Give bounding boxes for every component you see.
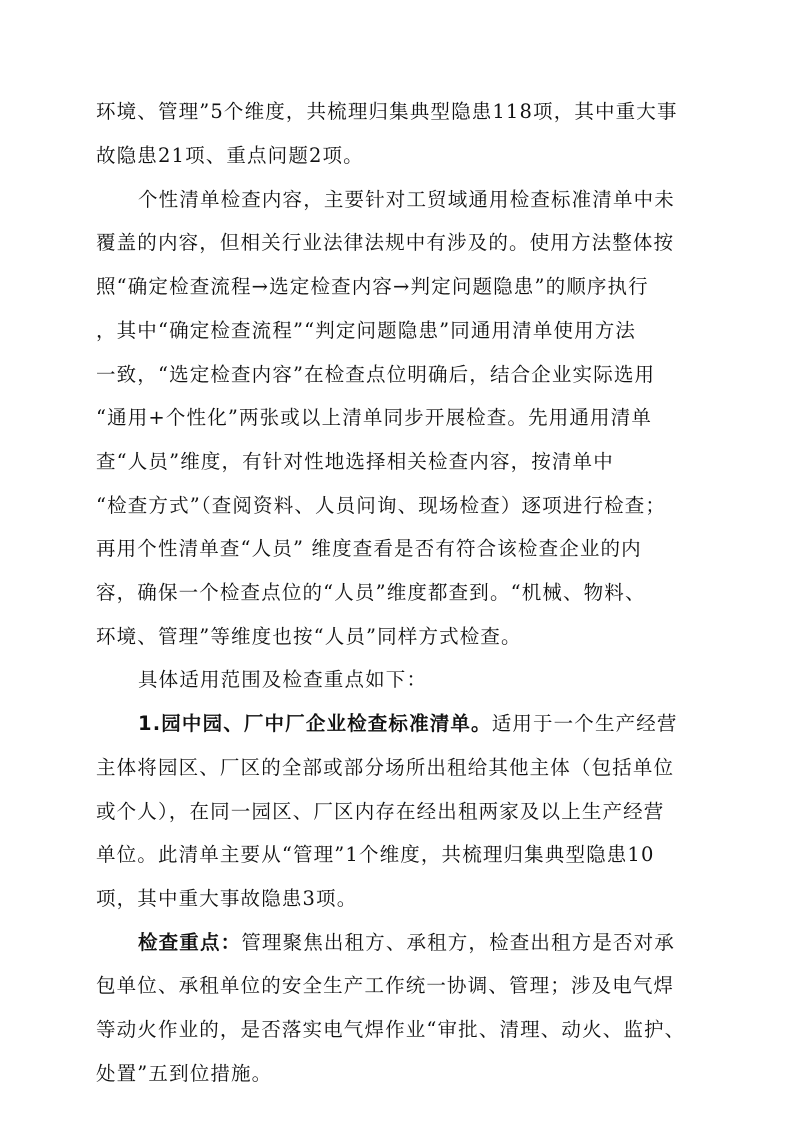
body-line-12: 容，确保一个检查点位的“人员”维度都查到。“机械、物料、 xyxy=(96,581,646,604)
body-line-14: 具体适用范围及检查重点如下： xyxy=(138,668,428,691)
body-line-18: 单位。此清单主要从“管理”1个维度，共梳理归集典型隐患10 xyxy=(96,843,655,866)
section-heading-1: 1.园中园、厂中厂企业检查标准清单。 xyxy=(138,712,492,735)
body-line-11: 再用个性清单查“人员” 维度查看是否有符合该检查企业的内 xyxy=(96,537,642,560)
body-line-16: 主体将园区、厂区的全部或部分场所出租给其他主体（包括单位 xyxy=(96,756,675,779)
body-line-3: 个性清单检查内容，主要针对工贸域通用检查标准清单中未 xyxy=(138,188,675,211)
body-line-20 xyxy=(138,931,675,955)
body-line-8: “通用+个性化”两张或以上清单同步开展检查。先用通用清单 xyxy=(96,406,652,429)
key-points-label: 检查重点： xyxy=(138,931,242,954)
body-line-13: 环境、管理”等维度也按“人员”同样方式检查。 xyxy=(96,625,522,648)
body-line-23: 处置”五到位措施。 xyxy=(96,1062,273,1085)
body-line-15 xyxy=(138,712,678,736)
key-points-text: 管理聚焦出租方、承租方，检查出租方是否对承 xyxy=(241,931,675,954)
section-heading-1-text: 适用于一个生产经营 xyxy=(491,712,678,735)
body-line-6: ，其中“确定检查流程”“判定问题隐患”同通用清单使用方法 xyxy=(96,319,637,342)
body-line-10: “检查方式”（查阅资料、人员问询、现场检查）逐项进行检查； xyxy=(96,494,667,517)
body-line-7: 一致，“选定检查内容”在检查点位明确后，结合企业实际选用 xyxy=(96,363,656,386)
body-line-19: 项，其中重大事故隐患3项。 xyxy=(96,887,358,910)
body-line-2: 故隐患21项、重点问题2项。 xyxy=(96,144,364,167)
body-line-22: 等动火作业的，是否落实电气焊作业“审批、清理、动火、监护、 xyxy=(96,1018,686,1041)
body-line-5: 照“确定检查流程→选定检查内容→判定问题隐患”的顺序执行 xyxy=(96,275,649,298)
body-line-17: 或个人），在同一园区、厂区内存在经出租两家及以上生产经营 xyxy=(96,800,665,823)
body-line-9: 查“人员”维度，有针对性地选择相关检查内容，按清单中 xyxy=(96,450,614,473)
body-line-21: 包单位、承租单位的安全生产工作统一协调、管理；涉及电气焊 xyxy=(96,974,675,997)
body-line-1: 环境、管理”5个维度，共梳理归集典型隐患118项，其中重大事 xyxy=(96,100,678,123)
body-line-4: 覆盖的内容，但相关行业法律法规中有涉及的。使用方法整体按 xyxy=(96,231,675,254)
